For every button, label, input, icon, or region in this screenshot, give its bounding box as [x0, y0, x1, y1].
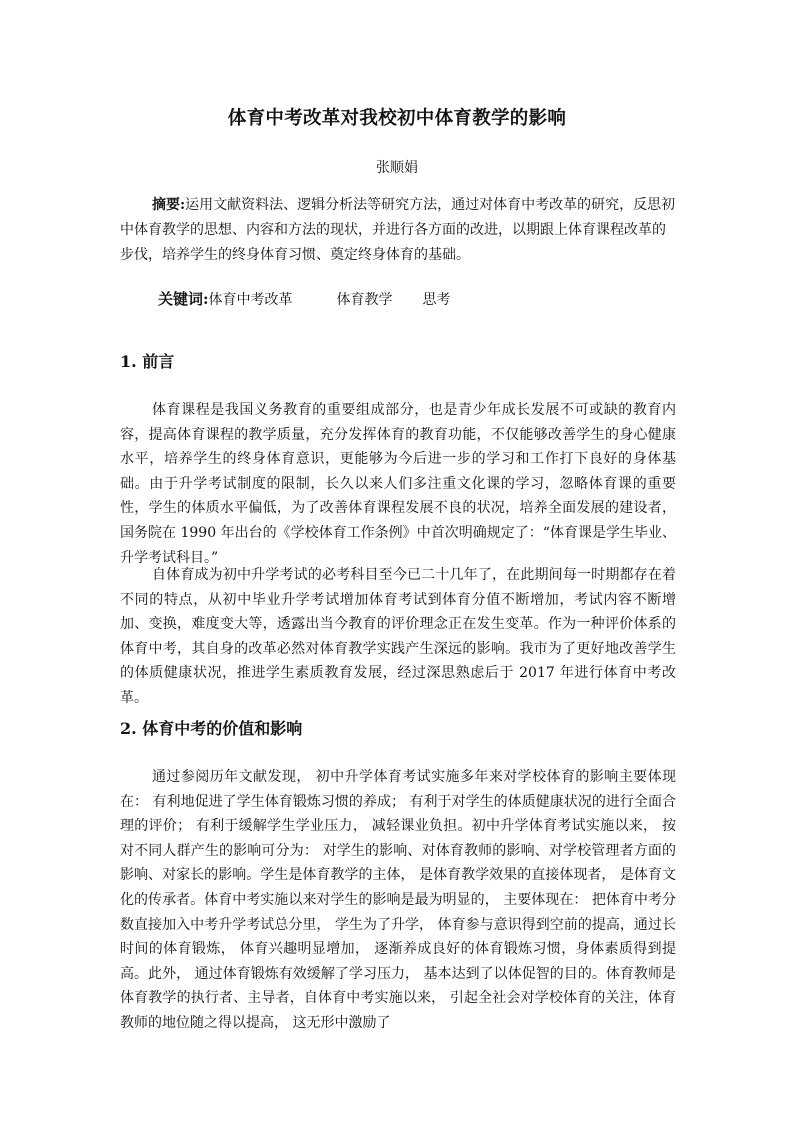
- author-name: 张顺娟: [376, 160, 418, 176]
- keywords: [158, 288, 495, 309]
- section-heading-intro: 1. 前言: [120, 352, 175, 371]
- abstract-label: 摘要:: [152, 197, 186, 213]
- keywords-label: 关键词:: [158, 290, 209, 308]
- keyword-item: 体育教学: [336, 292, 393, 308]
- keyword-item: 思考: [422, 292, 451, 308]
- paragraph: 通过参阅历年文献发现， 初中升学体育考试实施多年来对学校体育的影响主要体现在： 有利地促进了学生体育锻炼习惯的养成； 有利于对学生的体质健康状况的进行全面合理的评价； 有利于缓解学生学业压力， 减轻课业负担。初中升学体育考试实施以来， 按对不同人群产生的影响可分为： 对学生的影响、对体育教师的影响、对学校管理者方面的影响、对家长的影响。学生是体育教学的主体， 是体育教学效果的直接体现者， 是体育文化的传承者。体育中考实施以来对学生的影响是最为明显的， 主要体现在： 把体育中考分数直接加入中考升学考试总分里， 学生为了升学， 体育参与意识得到空前的提高，通过长时间的体育锻炼， 体育兴趣明显增加， 逐渐养成良好的体育锻炼习惯，身体素质得到提高。此外， 通过体育锻炼有效缓解了学习压力， 基本达到了以体促智的目的。体育教师是体育教学的执行者、主导者，自体育中考实施以来， 引起全社会对学校体育的关注，体育教师的地位随之得以提高， 这无形中激励了: [120, 769, 676, 1031]
- keyword-item: 体育中考改革: [208, 292, 293, 308]
- section-heading-value: 2. 体育中考的价值和影响: [120, 719, 303, 738]
- paragraph: 自体育成为初中升学考试的必考科目至今已二十几年了，在此期间每一时期都存在着不同的特点，从初中毕业升学考试增加体育考试到体育分值不断增加，考试内容不断增加、变换，难度变大等，透露出当今教育的评价理念正在发生变革。作为一种评价体系的体育中考，其自身的改革必然对体育教学实践产生深远的影响。我市为了更好地改善学生的体质健康状况，推进学生素质教育发展，经过深思熟虑后于 2017 年进行体育中考改革。: [120, 567, 676, 706]
- paragraph: 体育课程是我国义务教育的重要组成部分，也是青少年成长发展不可或缺的教育内容，提高体育课程的教学质量，充分发挥体育的教育功能，不仅能够改善学生的身心健康水平，培养学生的终身体育意识，更能够为今后进一步的学习和工作打下良好的身体基础。由于升学考试制度的限制，长久以来人们多注重文化课的学习，忽略体育课的重要性，学生的体质水平偏低，为了改善体育课程发展不良的状况，培养全面发展的建设者，国务院在 1990 年出台的《学校体育工作条例》中首次明确规定了：“体育课是学生毕业、升学考试科目。”: [120, 402, 676, 566]
- abstract-text: 运用文献资料法、逻辑分析法等研究方法，通过对体育中考改革的研究，反思初中体育教学的思想、内容和方法的现状，并进行各方面的改进，以期跟上体育课程改革的步伐，培养学生的终身体育习惯、奠定终身体育的基础。: [120, 197, 676, 263]
- page-title: 体育中考改革对我校初中体育教学的影响: [227, 108, 567, 129]
- abstract: [120, 193, 676, 268]
